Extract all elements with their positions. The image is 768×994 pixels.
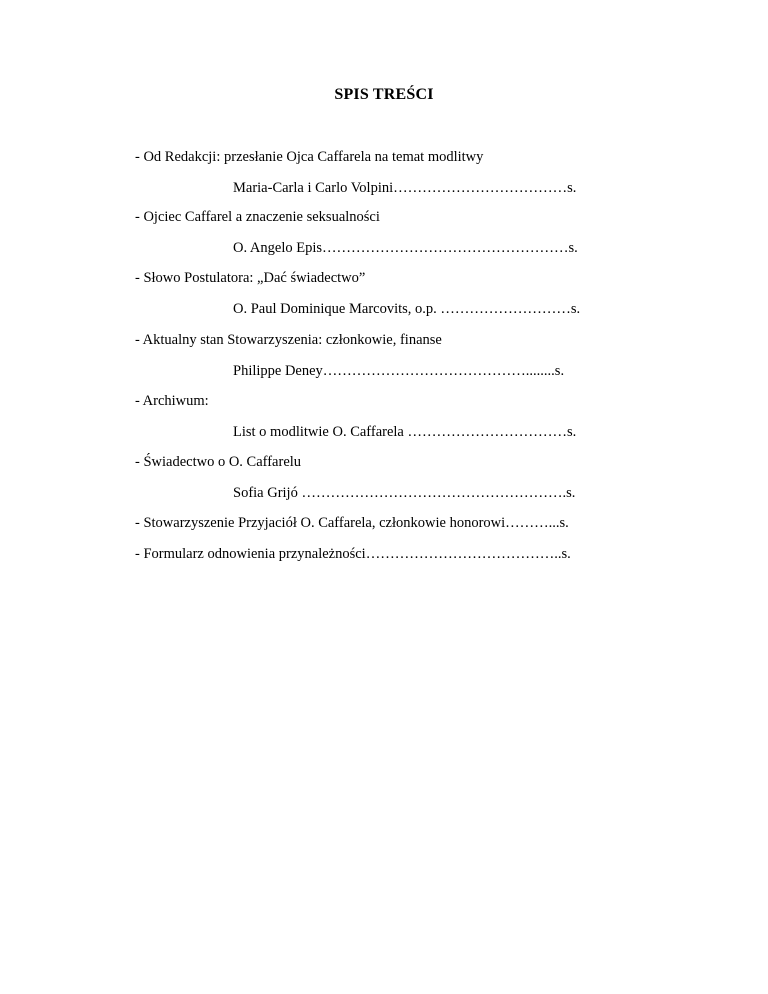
toc-entry-heading: - Archiwum: xyxy=(135,393,209,409)
toc-entry-author: O. Paul Dominique Marcovits, o.p. ………………………s. xyxy=(233,301,581,317)
toc-entry-single: - Stowarzyszenie Przyjaciół O. Caffarela, członkowie honorowi………...s. xyxy=(135,515,569,531)
page-title: SPIS TREŚCI xyxy=(334,86,434,103)
toc-entry-heading: - Słowo Postulatora: „Dać świadectwo” xyxy=(135,270,366,286)
toc-entry-author: Philippe Deney……………………………………........s. xyxy=(233,363,565,379)
toc-entry-author: O. Angelo Epis……………………………………………s. xyxy=(233,240,578,256)
toc-entry-heading: - Od Redakcji: przesłanie Ojca Caffarela na temat modlitwy xyxy=(135,149,484,165)
toc-entry-heading: - Ojciec Caffarel a znaczenie seksualności xyxy=(135,209,380,225)
toc-entry-heading: - Świadectwo o O. Caffarelu xyxy=(135,454,302,470)
toc-entry-author: List o modlitwie O. Caffarela ……………………………s. xyxy=(233,424,577,440)
toc-entry-author: Maria-Carla i Carlo Volpini………………………………s. xyxy=(233,180,577,196)
toc-entry-single: - Formularz odnowienia przynależności…………………………………..s. xyxy=(135,546,571,562)
toc-entry-author: Sofia Grijó ……………………………………………….s. xyxy=(233,485,576,501)
toc-entry-heading: - Aktualny stan Stowarzyszenia: członkowie, finanse xyxy=(135,332,442,348)
